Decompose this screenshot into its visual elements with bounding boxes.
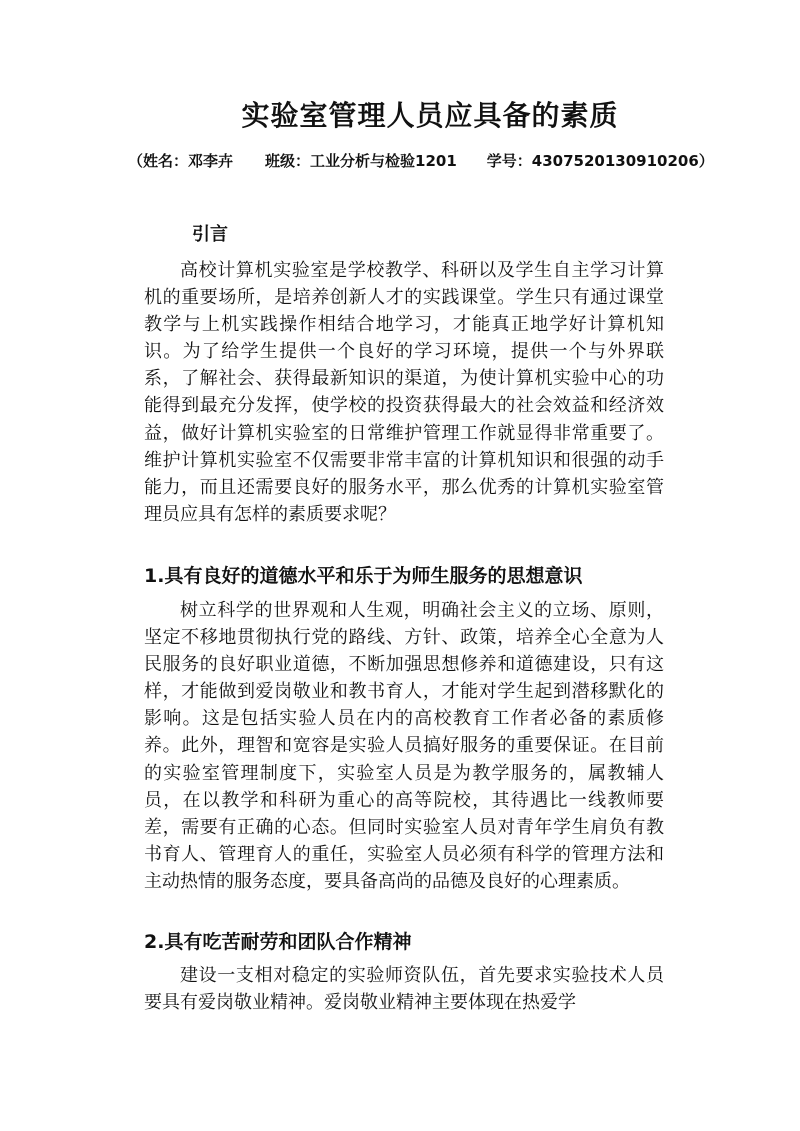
author-student-id: 学号：4307520130910206） [486, 152, 714, 170]
author-name: （姓名：邓李卉 [128, 152, 234, 170]
section-heading-2: 2.具有吃苦耐劳和团队合作精神 [144, 931, 412, 953]
document-title: 实验室管理人员应具备的素质 [241, 99, 619, 132]
author-class: 班级：工业分析与检验1201 [265, 152, 457, 170]
author-info [128, 150, 768, 171]
section-paragraph-2: 建设一支相对稳定的实验师资队伍，首先要求实验技术人员要具有爱岗敬业精神。爱岗敬业精神主要体现在热爱学 [144, 965, 664, 1014]
intro-paragraph: 高校计算机实验室是学校教学、科研以及学生自主学习计算机的重要场所，是培养创新人才的实践课堂。学生只有通过课堂教学与上机实践操作相结合地学习，才能真正地学好计算机知识。为了给学生提供一个良好的学习环境，提供一个与外界联系，了解社会、获得最新知识的渠道，为使计算机实验中心的功能得到最充分发挥，使学校的投资获得最大的社会效益和经济效益，做好计算机实验室的日常维护管理工作就显得非常重要了。维护计算机实验室不仅需要非常丰富的计算机知识和很强的动手能力，而且还需要良好的服务水平，那么优秀的计算机实验室管理员应具有怎样的素质要求呢？ [144, 260, 664, 525]
section-paragraph-1: 树立科学的世界观和人生观，明确社会主义的立场、原则，坚定不移地贯彻执行党的路线、方针、政策，培养全心全意为人民服务的良好职业道德，不断加强思想修养和道德建设，只有这样，才能做到爱岗敬业和教书育人，才能对学生起到潜移默化的影响。这是包括实验人员在内的高校教育工作者必备的素质修养。此外，理智和宽容是实验人员搞好服务的重要保证。在目前的实验室管理制度下，实验室人员是为教学服务的，属教辅人员，在以教学和科研为重心的高等院校，其待遇比一线教师要差，需要有正确的心态。但同时实验室人员对青年学生肩负有教书育人、管理育人的重任，实验室人员必须有科学的管理方法和主动热情的服务态度，要具备高尚的品德及良好的心理素质。 [144, 600, 664, 892]
intro-heading: 引言 [192, 224, 228, 245]
section-heading-1: 1.具有良好的道德水平和乐于为师生服务的思想意识 [144, 565, 583, 587]
